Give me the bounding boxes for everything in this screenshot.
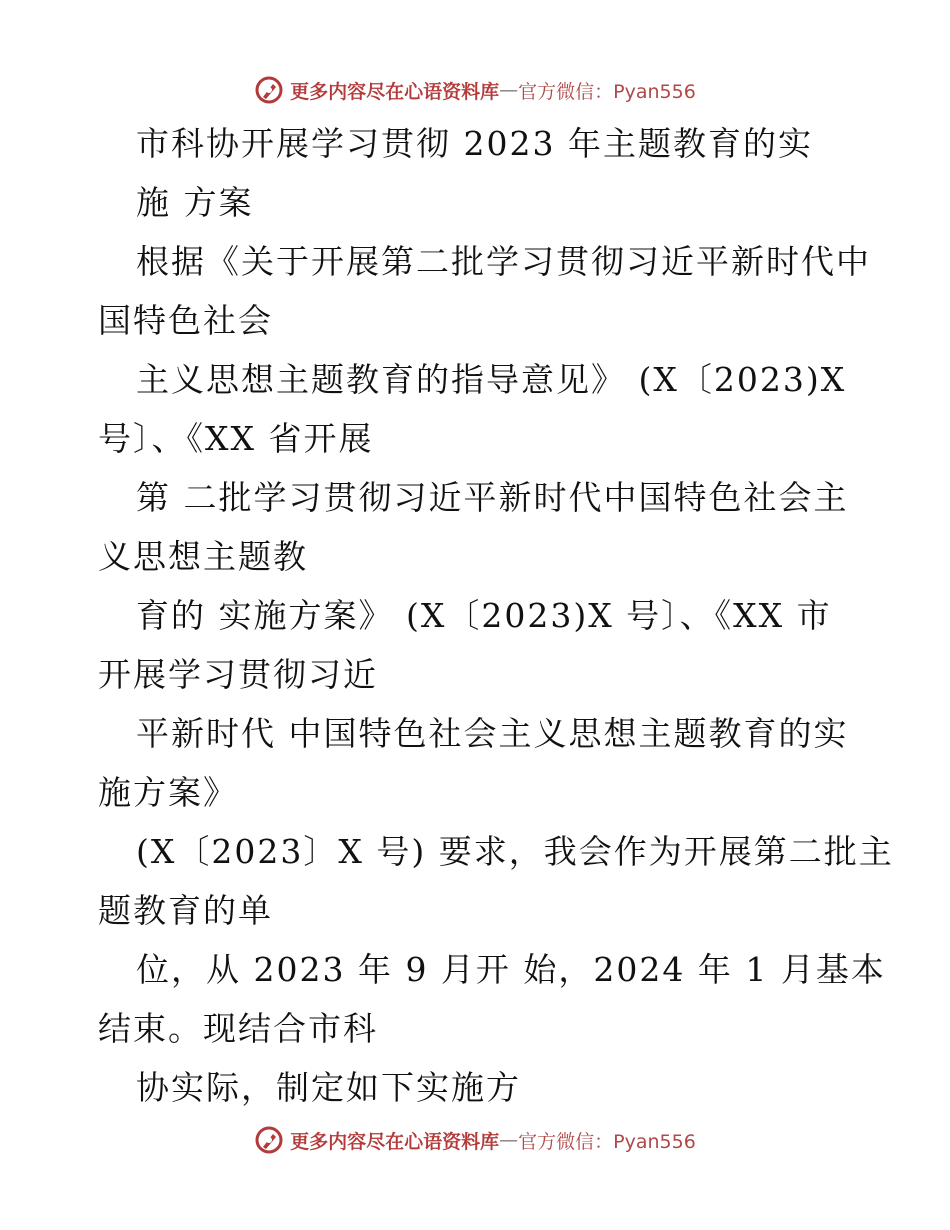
doc-text-line: 开展学习贯彻习近 <box>98 655 378 694</box>
doc-text-line: 主义思想主题教育的指导意见》 (X〔2023)X <box>136 360 847 399</box>
doc-text-line: 根据《关于开展第二批学习贯彻习近平新时代中 <box>136 242 871 281</box>
watermark-footer <box>0 1120 950 1160</box>
watermark-separator: — <box>499 79 519 101</box>
pen-nib-circle-icon <box>254 75 284 105</box>
watermark-header <box>0 70 950 110</box>
watermark-main-text: 更多内容尽在心语资料库 <box>290 1130 500 1153</box>
doc-text-line: 题教育的单 <box>98 891 273 930</box>
watermark-main-text: 更多内容尽在心语资料库 <box>290 80 500 103</box>
doc-text-line: 第 二批学习贯彻习近平新时代中国特色社会主 <box>136 478 849 517</box>
doc-text-line: 结束。现结合市科 <box>98 1009 378 1048</box>
doc-text-line: 号〕、《XX 省开展 <box>98 419 374 458</box>
doc-text-line: 协实际，制定如下实施方 <box>136 1068 521 1107</box>
doc-text-line: 施方案》 <box>98 773 238 812</box>
doc-title-line-2: 施 方案 <box>136 183 254 222</box>
doc-text-line: 国特色社会 <box>98 301 273 340</box>
doc-text-line: (X〔2023〕X 号) 要求，我会作为开展第二批主 <box>136 832 894 871</box>
pen-nib-circle-icon <box>254 1125 284 1155</box>
doc-text-line: 平新时代 中国特色社会主义思想主题教育的实 <box>136 714 849 753</box>
doc-title-line-1: 市科协开展学习贯彻 2023 年主题教育的实 <box>136 124 813 163</box>
doc-text-line: 育的 实施方案》 (X〔2023)X 号〕、《XX 市 <box>136 596 832 635</box>
watermark-contact: 官方微信：Pyan556 <box>518 80 696 103</box>
watermark-contact: 官方微信：Pyan556 <box>518 1130 696 1153</box>
doc-text-line: 位，从 2023 年 9 月开 始，2024 年 1 月基本 <box>136 950 886 989</box>
watermark-separator: — <box>499 1129 519 1151</box>
doc-text-line: 义思想主题教 <box>98 537 308 576</box>
